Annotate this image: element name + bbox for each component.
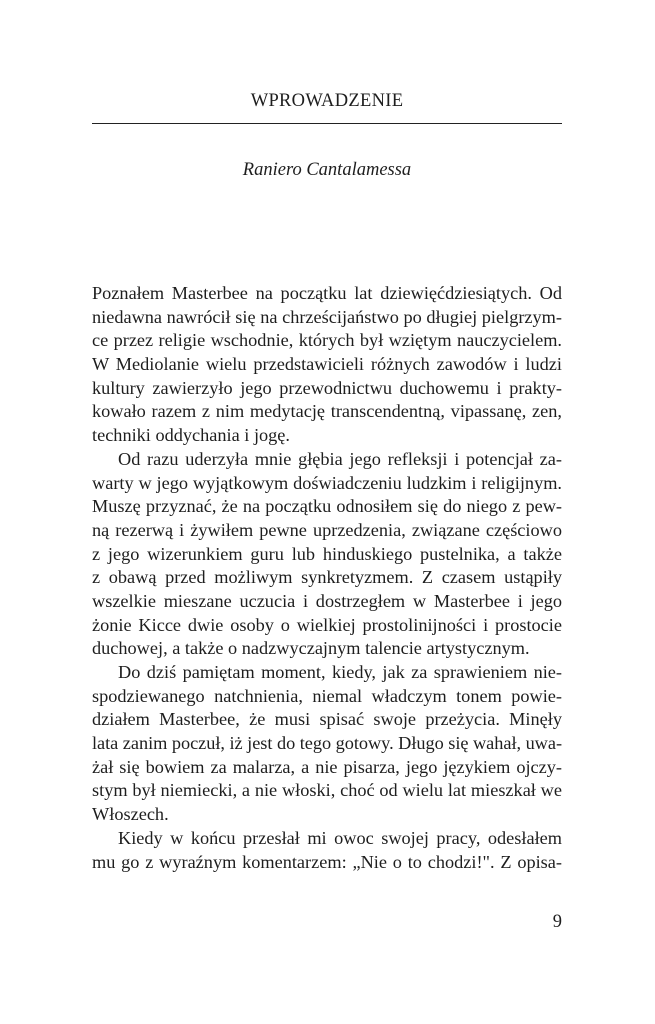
header-divider	[92, 123, 562, 124]
text-line: żonie Kicce dwie osoby o wielkiej prostolinijności i prostocie	[92, 614, 562, 635]
text-line: warty w jego wyjątkowym doświadczeniu ludzkim i religijnym.	[92, 472, 562, 493]
text-line: żał się bowiem za malarza, a nie pisarza, jego językiem ojczy-	[92, 756, 562, 777]
text-line: niedawna nawrócił się na chrześcijaństwo po długiej pielgrzym-	[92, 306, 562, 327]
text-line: ną rezerwą i żywiłem pewne uprzedzenia, związane częściowo	[92, 519, 562, 540]
text-line: stym był niemiecki, a nie włoski, choć od wielu lat mieszkał we	[92, 780, 562, 801]
text-line: Włoszech.	[92, 804, 169, 825]
text-line: Do dziś pamiętam moment, kiedy, jak za sprawieniem nie-	[118, 662, 562, 682]
text-line: techniki oddychania i jogę.	[92, 425, 290, 446]
text-line: z obawą przed możliwym synkretyzmem. Z czasem ustąpiły	[92, 567, 562, 588]
chapter-title: WPROWADZENIE	[250, 91, 404, 111]
text-line: Od razu uderzyła mnie głębia jego refleksji i potencjał za-	[118, 448, 562, 469]
text-line: Kiedy w końcu przesłał mi owoc swojej pracy, odesłałem	[118, 827, 562, 848]
text-line: mu go z wyraźnym komentarzem: „Nie o to chodzi!". Z opisa-	[92, 851, 562, 872]
text-line: wszelkie mieszane uczucia i dostrzegłem w Masterbee i jego	[92, 590, 562, 611]
text-line: duchowej, a także o nadzwyczajnym talencie artystycznym.	[92, 638, 530, 659]
page-number: 9	[552, 912, 562, 932]
text-line: spodziewanego natchnienia, niemal władczym tonem powie-	[92, 685, 562, 706]
text-line: W Mediolanie wielu przedstawicieli różnych zawodów i ludzi	[92, 354, 562, 375]
text-line: ce przez religie wschodnie, których był wziętym nauczycielem.	[92, 330, 562, 351]
text-line: Poznałem Masterbee na początku lat dziewięćdziesiątych. Od	[92, 283, 562, 303]
body-text	[92, 282, 562, 874]
text-line: działem Masterbee, że musi spisać swoje przeżycia. Minęły	[92, 709, 562, 730]
text-line: lata zanim poczuł, iż jest do tego gotowy. Długo się wahał, uwa-	[92, 733, 562, 754]
author-name: Raniero Cantalamessa	[242, 160, 412, 180]
text-line: kultury zawierzyło jego przewodnictwu duchowemu i prakty-	[92, 377, 562, 398]
text-line: kowało razem z nim medytację transcendentną, vipassanę, zen,	[92, 401, 562, 422]
text-line: z jego wizerunkiem guru lub hinduskiego pustelnika, a także	[92, 543, 562, 564]
text-line: Muszę przyznać, że na początku odnosiłem się do niego z pew-	[92, 496, 562, 517]
